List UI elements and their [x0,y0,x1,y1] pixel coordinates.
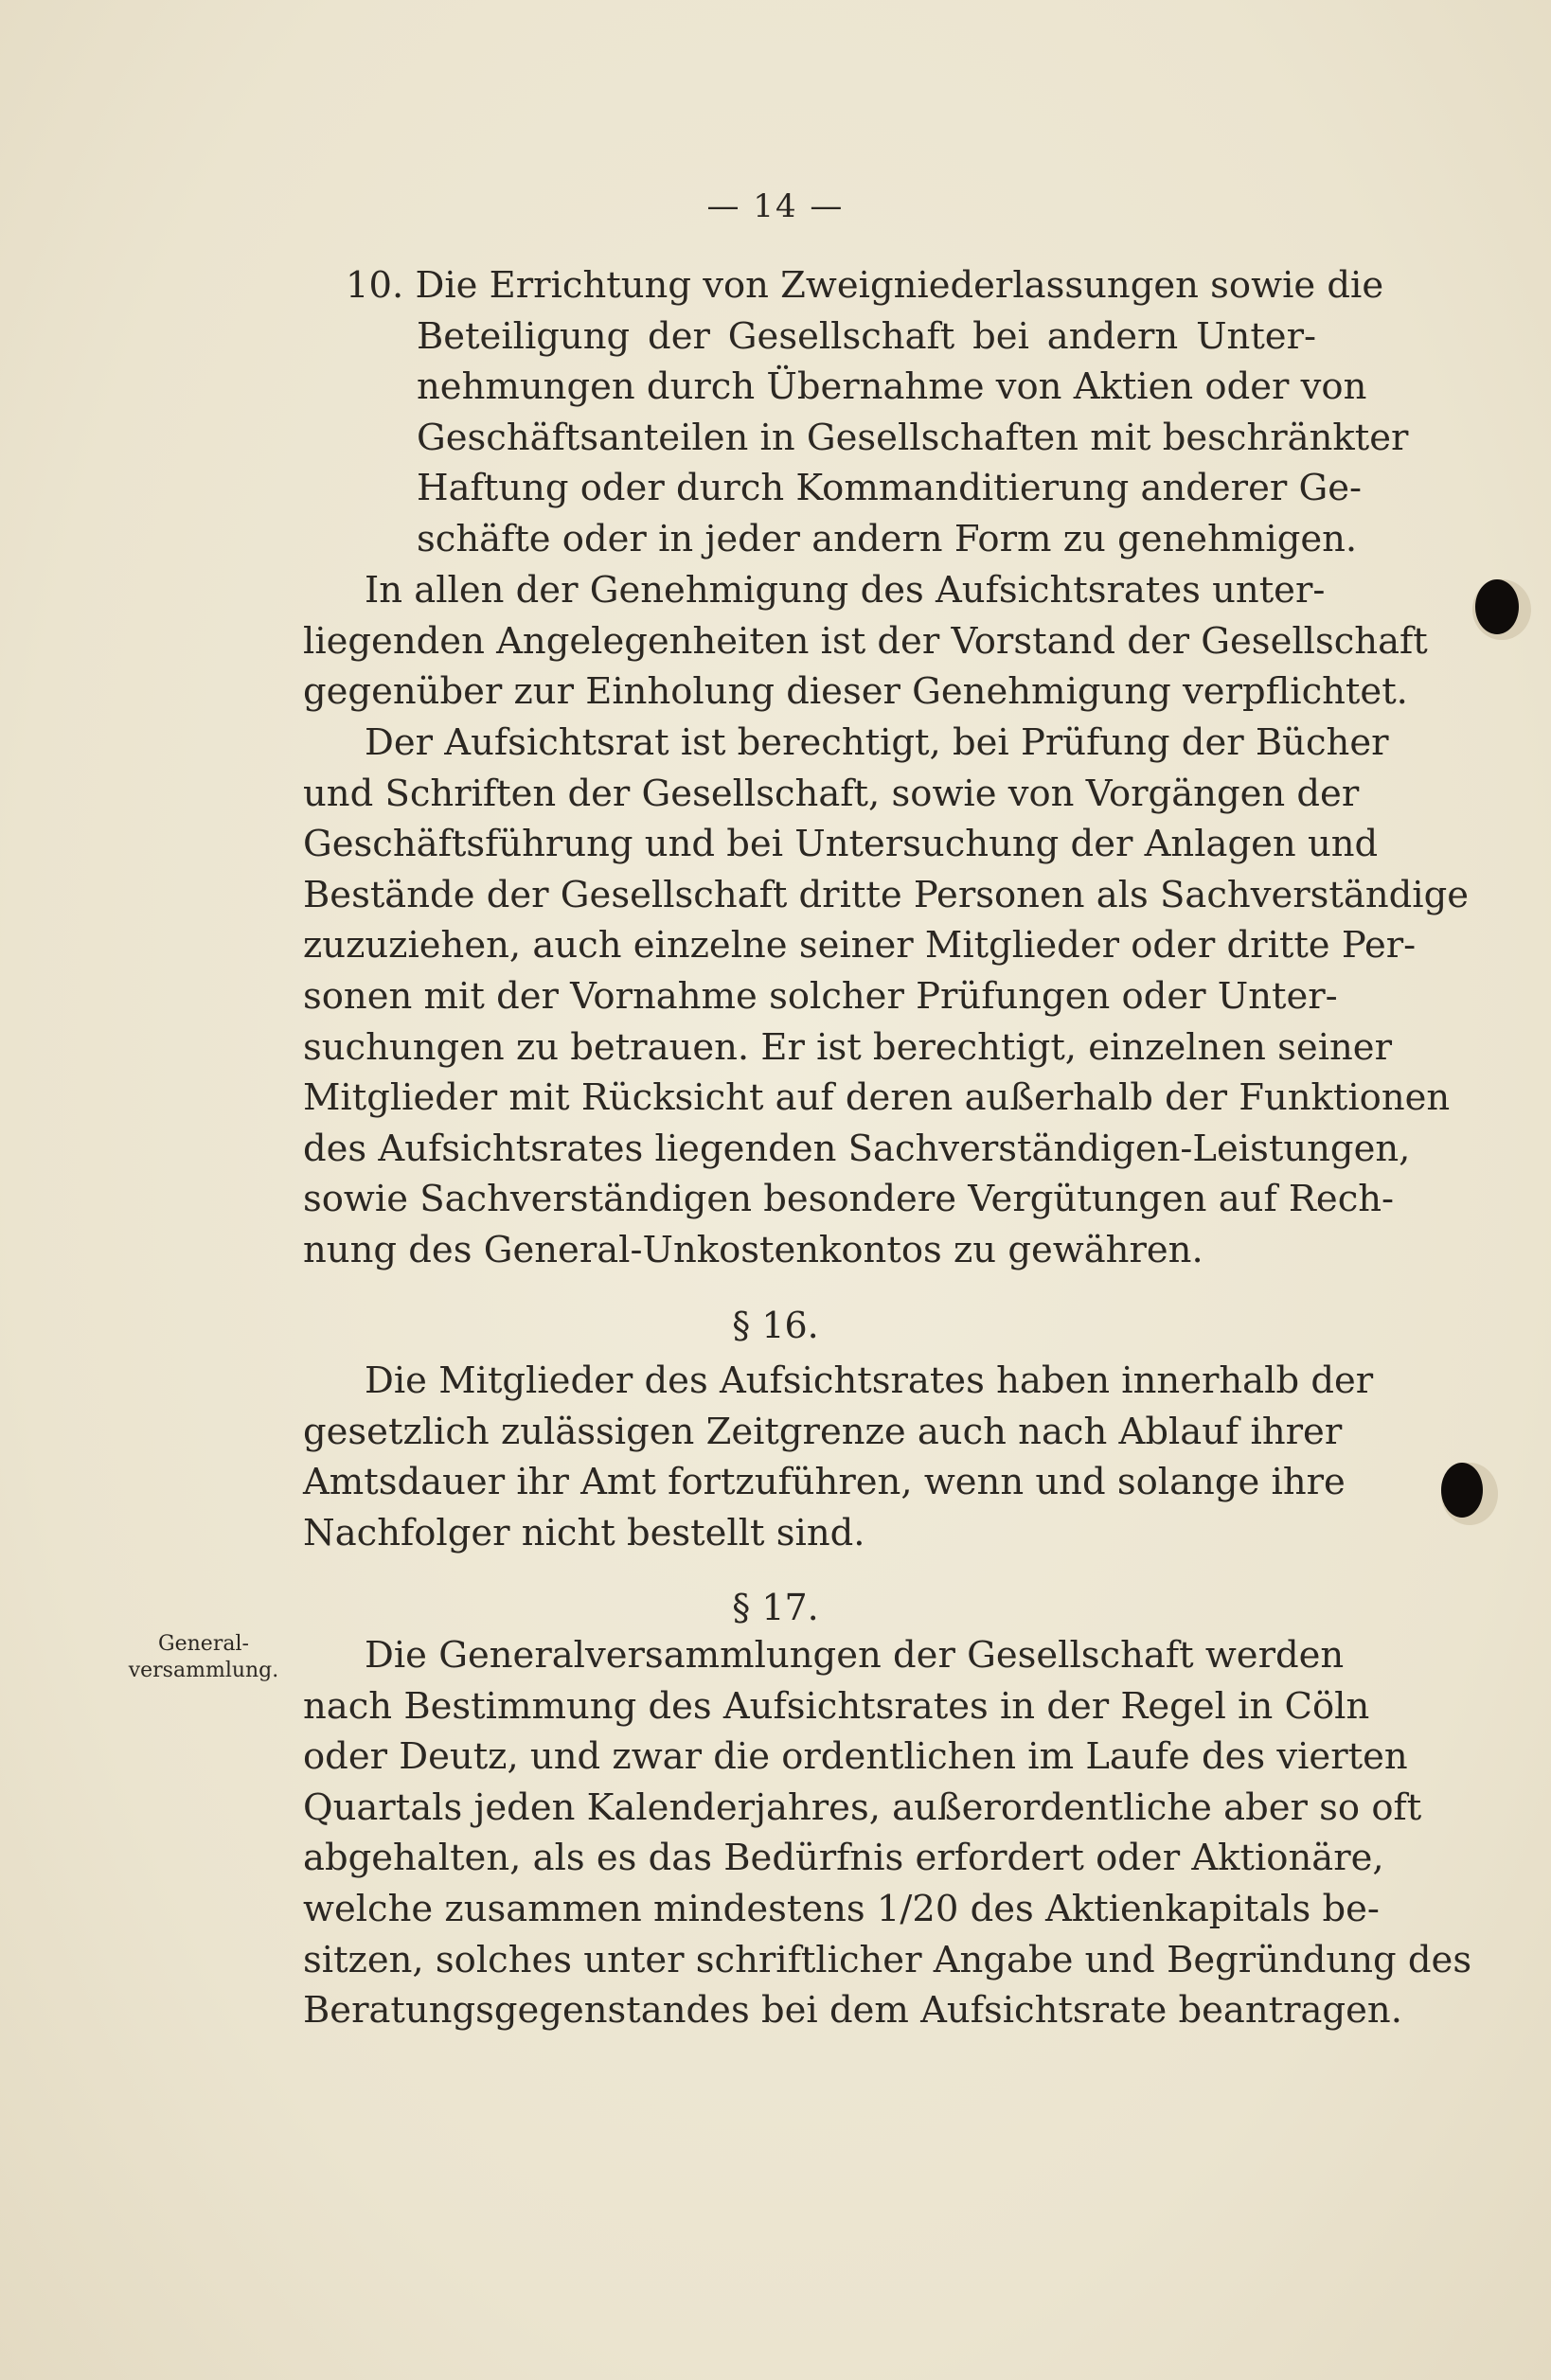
text-line: oder Deutz, und zwar die ordentlichen im Laufe des vierten [303,1735,1408,1779]
text-line: liegenden Angelegenheiten ist der Vorstand der Gesellschaft [303,619,1428,663]
text-line: gesetzlich zulässigen Zeitgrenze auch nach Ablauf ihrer [303,1410,1343,1453]
text-line: 10. Die Errichtung von Zweigniederlassungen sowie die [346,264,1384,307]
text-line: Amtsdauer ihr Amt fortzuführen, wenn und solange ihre [303,1461,1346,1504]
text-line: Der Aufsichtsrat ist berechtigt, bei Prüfung der Bücher [365,721,1389,764]
text-line: Haftung oder durch Kommanditierung anderer Ge- [417,467,1363,510]
margin-note-line: versammlung. [128,1659,279,1682]
text-line: Nachfolger nicht bestellt sind. [303,1511,865,1554]
page-number: — 14 — [706,187,845,225]
margin-note [90,1631,317,1684]
text-line: Bestände der Gesellschaft dritte Personen als Sachverständige [303,873,1470,916]
text-line: Die Mitglieder des Aufsichtsrates haben innerhalb der [365,1359,1374,1402]
text-line: nehmungen durch Übernahme von Aktien oder von [417,365,1367,409]
text-line: Beratungsgegenstandes bei dem Aufsichtsrate beantragen. [303,1989,1402,2033]
text-line: nung des General-Unkostenkontos zu gewähren. [303,1228,1203,1271]
text-line: sonen mit der Vornahme solcher Prüfungen oder Unter- [303,974,1338,1018]
text-line: und Schriften der Gesellschaft, sowie von Vorgängen der [303,772,1360,815]
text-line: schäfte oder in jeder andern Form zu genehmigen. [417,517,1358,560]
text-line: zuzuziehen, auch einzelne seiner Mitglieder oder dritte Per- [303,924,1417,968]
section-17-body [303,1630,1472,2036]
paragraph-10 [303,260,1409,565]
text-line: welche zusammen mindestens 1/20 des Aktienkapitals be- [303,1887,1380,1930]
binding-hole [1441,1463,1483,1518]
text-line: nach Bestimmung des Aufsichtsrates in der Regel in Cöln [303,1684,1370,1728]
text-line: Die Generalversammlungen der Gesellschaft werden [365,1634,1345,1677]
text-line: suchungen zu betrauen. Er ist berechtigt, einzelnen seiner [303,1025,1392,1069]
text-line: des Aufsichtsrates liegenden Sachverständigen-Leistungen, [303,1127,1411,1170]
text-line: Quartals jeden Kalenderjahres, außerordentliche aber so oft [303,1785,1422,1829]
section-heading-17: § 17. [732,1587,819,1628]
text-line: abgehalten, als es das Bedürfnis erfordert oder Aktionäre, [303,1837,1384,1880]
margin-note-line: General- [158,1632,249,1656]
paragraph-approval [303,565,1428,718]
text-line: In allen der Genehmigung des Aufsichtsrates unter- [365,569,1326,612]
text-line: Beteiligung der Gesellschaft bei andern Unter- [417,314,1316,358]
text-line: gegenüber zur Einholung dieser Genehmigung verpflichtet. [303,670,1408,714]
section-16-body [303,1356,1374,1558]
text-line: sowie Sachverständigen besondere Vergütungen auf Rech- [303,1178,1395,1221]
text-line: Geschäftsanteilen in Gesellschaften mit beschränkter [417,416,1409,459]
binding-hole [1475,579,1519,634]
section-heading-16: § 16. [732,1305,819,1346]
text-line: Mitglieder mit Rücksicht auf deren außerhalb der Funktionen [303,1076,1451,1120]
paragraph-supervisory-board [303,718,1470,1276]
text-line: sitzen, solches unter schriftlicher Angabe und Begründung des [303,1938,1472,1981]
text-line: Geschäftsführung und bei Untersuchung der Anlagen und [303,823,1379,866]
